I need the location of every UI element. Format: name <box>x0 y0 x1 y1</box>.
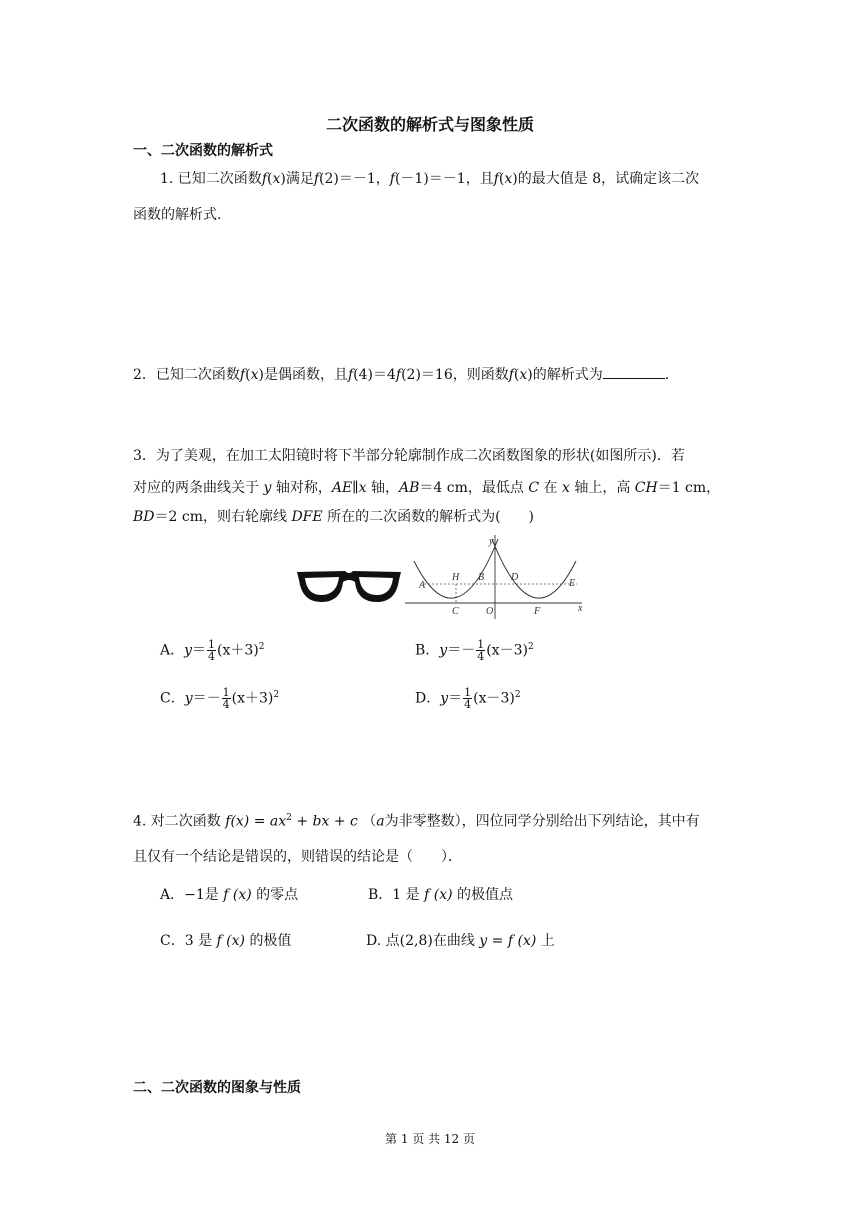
option-text: (x－3) <box>473 690 515 707</box>
label-x: x <box>578 603 583 614</box>
q2-text: . <box>664 367 670 383</box>
question-1-line-2: 函数的解析式. <box>133 207 222 223</box>
q4-point: (2,8) <box>399 933 433 949</box>
q4-text: 为非零整数），四位同学分别给出下列结论，其中有 <box>384 813 700 830</box>
exponent: 2 <box>527 642 534 652</box>
fraction-numerator: 1 <box>208 638 216 652</box>
fraction-denominator: 4 <box>222 698 230 712</box>
q2-f: f <box>239 367 246 383</box>
fraction <box>207 639 216 662</box>
option-a[interactable] <box>160 638 265 662</box>
q4-formula: + bx + c <box>291 813 358 830</box>
fraction-denominator: 4 <box>208 650 216 664</box>
exponent: 2 <box>258 642 265 652</box>
question-3-line-3 <box>133 508 534 526</box>
q3-text: ＝2 cm，则右轮廓线 <box>154 509 287 525</box>
option-text: (x＋3) <box>217 642 259 659</box>
page-title: 二次函数的解析式与图象性质 <box>325 115 534 134</box>
q3-var: AE <box>331 480 353 496</box>
q4-option-b[interactable] <box>368 886 513 904</box>
option-label: D． <box>415 690 441 707</box>
q4-text: 4. 对二次函数 <box>133 813 221 830</box>
option-text: (x＋3) <box>231 690 274 707</box>
q1-text: 的最大值是 8，试确定该二次 <box>517 171 700 187</box>
option-text: ＝ <box>192 642 207 659</box>
q3-text: ＝4 cm，最低点 <box>419 480 524 496</box>
q4-value: −1 <box>184 887 205 903</box>
fraction-numerator: 1 <box>464 686 472 700</box>
q3-var: y <box>263 480 272 496</box>
option-text: ＝－ <box>192 690 221 707</box>
q3-var: BD <box>133 509 155 525</box>
option-label: D. 点 <box>366 933 400 949</box>
glasses-icon <box>295 566 403 608</box>
fraction-numerator: 1 <box>477 638 485 652</box>
q2-x: x <box>250 367 259 383</box>
q4-text: 的零点 <box>256 887 299 903</box>
label-b: B <box>478 572 485 583</box>
q3-var: x <box>358 480 367 496</box>
q2-text: (4)＝4 <box>353 367 396 383</box>
option-label: B． <box>415 642 440 659</box>
q3-var: CH <box>634 480 658 496</box>
exponent: 2 <box>514 690 521 700</box>
option-label: C．3 是 <box>160 933 213 949</box>
fraction <box>463 687 472 710</box>
option-var: y <box>439 642 448 659</box>
q1-text: (2)＝－1， <box>319 171 390 187</box>
parabola-figure <box>405 535 595 620</box>
q2-f: f <box>395 367 402 383</box>
q1-f: f <box>493 171 499 187</box>
option-label: A． <box>160 642 185 659</box>
option-var: y <box>440 690 449 707</box>
label-a: A <box>419 580 426 591</box>
q2-text: 是偶函数，且 <box>263 367 348 383</box>
label-y: y <box>489 536 494 547</box>
q1-x: x <box>272 171 281 187</box>
q1-text: (－1)＝－1，且 <box>394 171 494 187</box>
q4-fx: f (x) <box>424 887 453 903</box>
q4-fx: f (x) <box>223 887 252 903</box>
option-c[interactable] <box>160 686 279 710</box>
q2-text: 2．已知二次函数 <box>133 367 240 383</box>
fraction <box>222 687 231 710</box>
right-parabola <box>492 539 576 598</box>
label-h: H <box>452 572 460 583</box>
option-text: (x－3) <box>486 642 528 659</box>
option-label: A． <box>160 887 185 903</box>
label-o: O <box>486 606 494 617</box>
q3-var: AB <box>399 480 420 496</box>
q4-text: （ <box>362 813 377 830</box>
q2-f: f <box>508 367 514 383</box>
option-b[interactable] <box>415 638 534 662</box>
q4-text: 上 <box>540 933 555 949</box>
option-var: y <box>184 690 193 707</box>
q2-f: f <box>347 367 354 383</box>
answer-blank <box>603 366 665 379</box>
q2-text: 的解析式为 <box>532 367 603 383</box>
label-d: D <box>511 572 519 583</box>
q3-text: 对应的两条曲线关于 <box>133 480 259 496</box>
q3-var: C <box>528 480 540 496</box>
option-label: B．1 是 <box>368 887 420 903</box>
page-footer: 第 1 页 共 12 页 <box>385 1132 475 1146</box>
question-2: 2．已知二次函数f(x)是偶函数，且f(4)＝4f(2)＝16，则函数f(x)的解析式为 . <box>133 367 670 383</box>
question-1-line-1: 1. 已知二次函数f(x)满足f(2)＝－1，f(－1)＝－1，且f(x)的最大值是 8，试确定该二次 <box>160 171 700 187</box>
question-4-line-1 <box>133 809 700 831</box>
exponent: 2 <box>286 813 292 823</box>
question-3-line-1: 3．为了美观，在加工太阳镜时将下半部分轮廓制作成二次函数图象的形状(如图所示)．若 <box>133 448 685 464</box>
q3-text: ＝1 cm， <box>657 480 721 496</box>
label-f: F <box>534 606 541 617</box>
q4-text: 的极值 <box>249 933 292 949</box>
q3-var: DFE <box>291 509 323 525</box>
q4-fx: f (x) <box>216 933 245 949</box>
q1-f: f <box>313 171 320 187</box>
label-e: E <box>569 578 576 589</box>
q2-text: (2)＝16，则函数 <box>401 367 509 383</box>
q4-option-d[interactable] <box>366 932 555 950</box>
q1-text: 满足 <box>285 171 314 187</box>
q1-f: f <box>261 171 267 187</box>
q2-x: x <box>519 367 528 383</box>
fraction-denominator: 4 <box>477 650 485 664</box>
q4-option-a[interactable] <box>160 886 298 904</box>
q4-text: 在曲线 <box>432 933 475 949</box>
section-heading-2: 二、二次函数的图象与性质 <box>133 1080 301 1096</box>
q4-formula: f(x) = ax <box>225 813 287 830</box>
question-3-line-2 <box>133 479 720 497</box>
q1-text: 1. 已知二次函数 <box>160 171 262 187</box>
q3-text: ∥ <box>352 480 359 496</box>
q4-text: 的极值点 <box>457 887 514 903</box>
q1-f: f <box>389 171 395 187</box>
q3-text: 轴， <box>371 480 399 496</box>
q3-text: 所在的二次函数的解析式为( ) <box>327 509 535 525</box>
q4-equation: y = f (x) <box>479 933 537 949</box>
q4-text: 是 <box>204 887 219 903</box>
fraction-numerator: 1 <box>222 686 230 700</box>
option-d[interactable] <box>415 686 521 710</box>
option-label: C． <box>160 690 185 707</box>
option-var: y <box>184 642 193 659</box>
q3-text: 轴上，高 <box>574 480 631 496</box>
fraction-denominator: 4 <box>464 698 472 712</box>
q3-text: 在 <box>543 480 558 496</box>
section-heading-1: 一、二次函数的解析式 <box>133 143 273 159</box>
option-text: ＝ <box>448 690 463 707</box>
q1-x: x <box>504 171 513 187</box>
q4-option-c[interactable] <box>160 932 291 950</box>
q3-text: 轴对称， <box>275 480 332 496</box>
fraction <box>476 639 485 662</box>
label-c: C <box>452 606 459 617</box>
q3-var: x <box>561 480 570 496</box>
q4-var: a <box>376 813 385 830</box>
question-4-line-2: 且仅有一个结论是错误的，则错误的结论是（ ）． <box>133 849 462 865</box>
option-text: ＝－ <box>447 642 476 659</box>
exponent: 2 <box>273 690 280 700</box>
